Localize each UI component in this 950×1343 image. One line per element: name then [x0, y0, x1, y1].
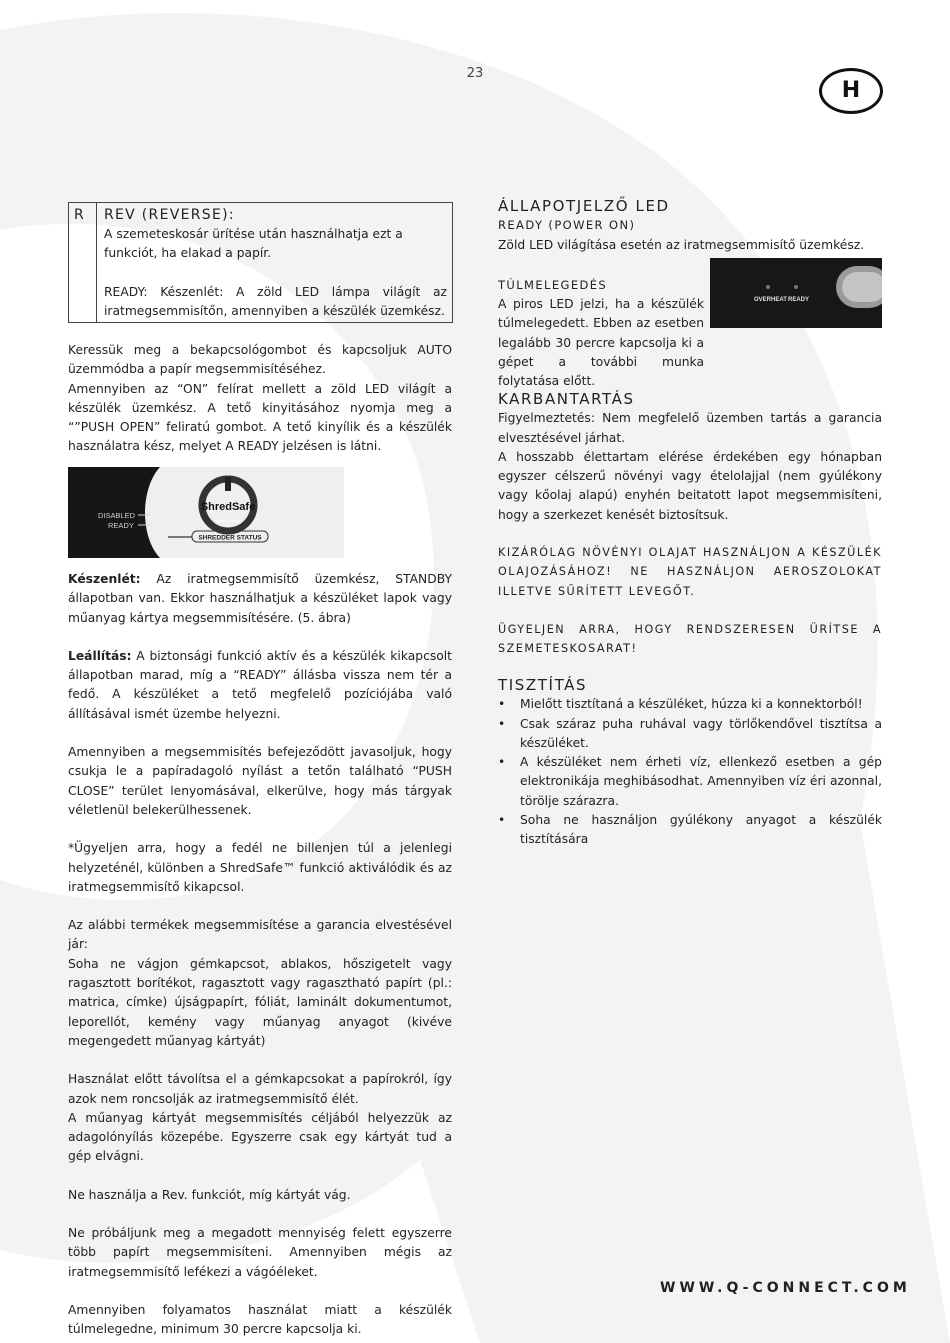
stop-label: Leállítás:	[68, 648, 132, 663]
stop-text: A biztonsági funkció aktív és a készülék kikapcsolt állapotban marad, míg a “READY” állásba vissza nem tér a fedő. A készüléket a tető megfelelő pozíciójába való állításával ismét üzembe helyezni.	[68, 648, 452, 721]
standby-paragraph	[68, 570, 452, 628]
warranty-list-text: Soha ne vágjon gémkapcsot, ablakos, hőszigetelt vagy ragasztott borítékot, ragasztott vagy ragasztható papírt (pl.: matrica, címke) újságpapírt, fóliát, laminált dokumentumot, leporellót, kemény vagy műanyag anyagot (kivéve megengedett műanyag kártyát)	[68, 956, 452, 1048]
stop-paragraph	[68, 647, 452, 724]
list-item: • A készüléket nem érheti víz, ellenkező esetben a gép elektronikája meghibásodhat. Amennyiben víz éri azonnal, törölje szárazra.	[498, 753, 882, 811]
list-item: • Soha ne használjon gyúlékony anyagot a készülék tisztítására	[498, 811, 882, 850]
card-text: A műanyag kártyát megsemmisítés céljából helyezzük az adagolónyílás közepébe. Egyszerre csak egy kártyát tud a gép elvágni.	[68, 1110, 452, 1164]
rev-heading: REV (REVERSE):	[104, 207, 235, 223]
overheat-text: A piros LED jelzi, ha a készülék túlmelegedett. Ebben az esetben legalább 30 percre kapcsolja ki a gépet a további munka folytatása előtt.	[498, 297, 704, 389]
footer-website[interactable]: WWW.Q-CONNECT.COM	[660, 1280, 911, 1296]
quantity-text: Ne próbáljunk meg a megadott mennyiség felett egyszerre több papírt megsemmisíteni. Amennyiben mégis az iratmegsemmisítő lefékezi a vágóéleket.	[68, 1226, 452, 1279]
auto-mode-text: Keressük meg a bekapcsológombot és kapcsoljuk AUTO üzemmódba a papír megsemmisítéséhez.	[68, 343, 452, 377]
ready-led-icon	[794, 285, 798, 289]
power-icon	[225, 477, 231, 491]
paperclip-text: Használat előtt távolítsa el a gémkapcsokat a papírokról, így azok nem roncsolják az iratmegsemmisítő élét.	[68, 1072, 452, 1106]
page-number: 23	[466, 66, 484, 81]
on-led-text: Amennyiben az “ON” felírat mellett a zöld LED világít a készülék üzemkész. A tető kinyitásához nyomja meg a “”PUSH OPEN” feliratú gombot. A tető kinyílik és a készülék használatra kész, melyet A READY jelzésen is látni.	[68, 381, 452, 454]
rev-table	[68, 202, 453, 323]
maintenance-title: KARBANTARTÁS	[498, 390, 635, 408]
left-body	[68, 570, 452, 1340]
push-close-text: Amennyiben a megsemmisítés befejeződött javasoljuk, hogy csukja le a papíradagoló nyílást a tetőn található “PUSH CLOSE” terület lenyomásával, elkerülve, hogy más tárgyak véletlenül belekerülhessenek.	[68, 745, 452, 817]
list-item: • Csak száraz puha ruhával vagy törlőkendővel tisztítsa a készüléket.	[498, 715, 882, 754]
warranty-text: Az alábbi termékek megsemmisítése a garancia elvestésével jár:	[68, 918, 452, 952]
overheat-left-text: Amennyiben folyamatos használat miatt a készülék túlmelegedne, minimum 30 percre kapcsolja ki.	[68, 1302, 452, 1337]
table-divider	[96, 203, 97, 322]
disabled-label: DISABLED	[98, 511, 136, 520]
left-intro	[68, 341, 452, 457]
list-item: • Mielőtt tisztítaná a készüléket, húzza ki a konnektorból!	[498, 695, 882, 714]
empty-bin-warning: ÜGYELJEN ARRA, HOGY RENDSZERESEN ÜRÍTSE A SZEMETESKOSARAT!	[498, 623, 882, 656]
rev-description: A szemeteskosár ürítése után használhatja ezt a funkciót, ha elakad a papír.	[104, 227, 403, 261]
ready-subtitle: READY (POWER ON)	[498, 218, 636, 233]
ready-text: Zöld LED világítása esetén az iratmegsemmisítő üzemkész.	[498, 237, 865, 252]
standby-label: Készenlét:	[68, 572, 141, 586]
shredsafe-logo: ShredSafe	[200, 501, 256, 513]
shredsafe-note: *Ügyeljen arra, hogy a fedél ne billenjen túl a jelenlegi helyzeténél, különben a ShredSafe™ funkció aktiválódik és az iratmegsemmisítő kikapcsol.	[68, 841, 452, 894]
maintenance-oil-text: A hosszabb élettartam elérése érdekében egy hónapban egyszer célszerű növényi vagy ételolajjal (nem gyúlékony vagy kőolaj alapú) enyhén beitatott lapot megsemmisíteni, hogy a szerkezet kenését biztosítsuk.	[498, 449, 882, 522]
led-title: ÁLLAPOTJELZŐ LED	[498, 197, 670, 215]
shredsafe-panel-image	[68, 467, 344, 558]
overheat-subtitle: TÚLMELEGEDÉS	[498, 278, 608, 292]
rev-ready-text: READY: Készenlét: A zöld LED lámpa világít az iratmegsemmisítőn, amennyiben a készülék üzemkész.	[104, 285, 447, 319]
overheat-led-label: OVERHEAT	[754, 297, 787, 303]
maintenance-warning: Figyelmeztetés: Nem megfelelő üzemben tartás a garancia elvesztésével járhat.	[498, 411, 882, 445]
overheat-led-icon	[766, 285, 770, 289]
cleaning-section	[498, 676, 882, 850]
language-badge: H	[819, 68, 883, 114]
led-panel-image	[710, 258, 882, 328]
ready-led-label: READY	[788, 297, 810, 303]
oil-warning: KIZÁRÓLAG NÖVÉNYI OLAJAT HASZNÁLJON A KÉSZÜLÉK OLAJOZÁSÁHOZ! NE HASZNÁLJON AEROSZOLOKAT ILLETVE SŰRÍTETT LEVEGŐT.	[498, 546, 882, 598]
rev-card-text: Ne használja a Rev. funkciót, míg kártyát vág.	[68, 1187, 351, 1202]
led-section	[498, 197, 882, 255]
maintenance-section	[498, 390, 882, 525]
logo-ring-text: SAFETY SAFE	[214, 519, 242, 523]
shredder-status-label: SHREDDER STATUS	[198, 534, 262, 542]
cleaning-title: TISZTÍTÁS	[498, 676, 588, 694]
cleaning-list	[498, 695, 882, 849]
rev-code: R	[74, 207, 84, 223]
standby-text: Az iratmegsemmisítő üzemkész, STANDBY állapotban van. Ekkor használhatjuk a készüléket lapok vagy műanyag kártya megsemmisítésére. (5. ábra)	[68, 572, 452, 625]
overheat-section	[498, 276, 703, 295]
ready-label: READY	[108, 521, 134, 530]
